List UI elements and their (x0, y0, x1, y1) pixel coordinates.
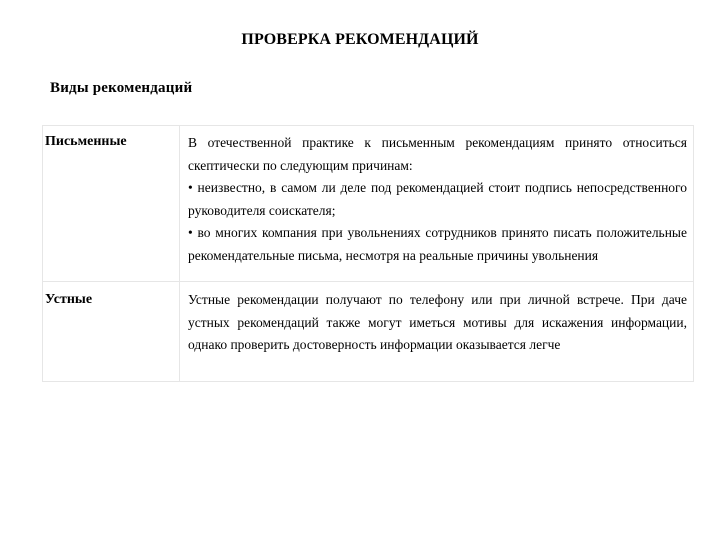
description-bullet: • во многих компания при увольнениях сотрудников принято писать положительные рекомендательные письма, несмотря на реальные причины увольнения (188, 225, 687, 263)
description-bullet: • неизвестно, в самом ли деле под рекомендацией стоит подпись непосредственного руководителя соискателя; (188, 180, 687, 218)
table-row (43, 126, 694, 282)
recommendation-type-cell: Письменные (43, 126, 180, 282)
recommendation-type-cell: Устные (43, 282, 180, 382)
recommendation-description-cell (180, 126, 694, 282)
page-title: ПРОВЕРКА РЕКОМЕНДАЦИЙ (241, 31, 479, 48)
table-row (43, 282, 694, 382)
recommendations-table (42, 125, 694, 382)
description-paragraph: В отечественной практике к письменным рекомендациям принято относиться скептически по следующим причинам: (188, 135, 687, 173)
description-paragraph: Устные рекомендации получают по телефону или при личной встрече. При даче устных рекомендаций также могут иметься мотивы для искажения информации, однако проверить достоверность информации оказывается легче (188, 292, 687, 352)
recommendation-description-cell (180, 282, 694, 382)
section-subtitle: Виды рекомендаций (50, 80, 193, 96)
